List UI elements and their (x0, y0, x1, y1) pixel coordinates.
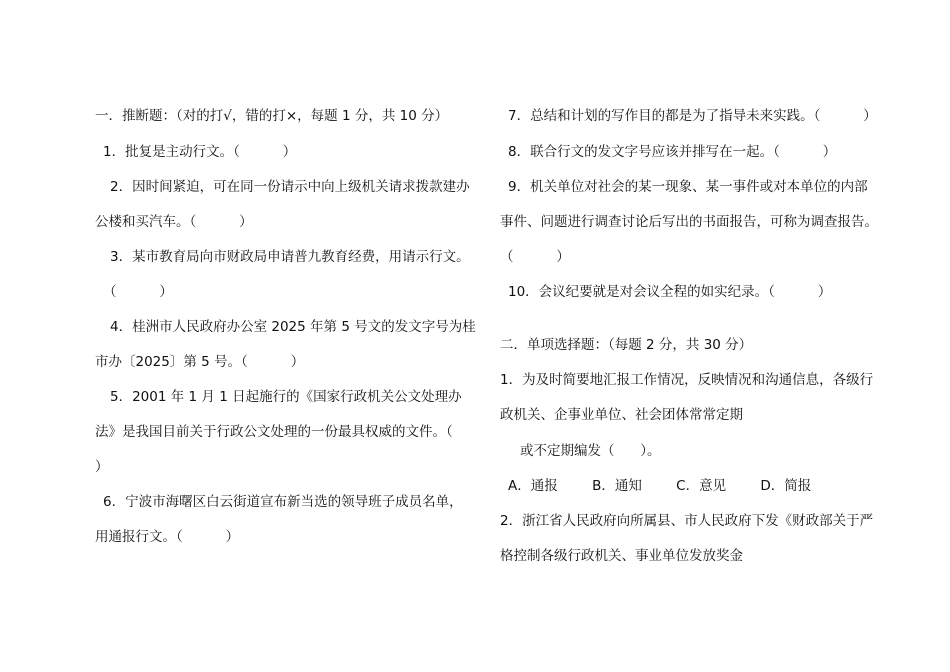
question-5-line-3: ） (95, 459, 109, 475)
question-6-line-2: 用通报行文。（ ） (95, 529, 240, 545)
question-5-line-2: 法》是我国目前关于行政公文处理的一份最具权威的文件。（ (95, 424, 453, 440)
question-1: 1．批复是主动行文。（ ） (103, 144, 297, 160)
choice-question-1-line-3: 或不定期编发（ ）。 (520, 443, 661, 459)
question-2-line-2: 公楼和买汽车。（ ） (95, 214, 253, 230)
question-9-line-2: 事件、问题进行调查讨论后写出的书面报告，可称为调查报告。 (500, 214, 878, 230)
question-8: 8．联合行文的发文字号应该并排写在一起。（ ） (508, 144, 837, 160)
section2-heading: 二．单项选择题：（每题 2 分，共 30 分） (500, 337, 753, 353)
question-4-line-1: 4．桂洲市人民政府办公室 2025 年第 5 号文的发文字号为桂 (110, 319, 476, 335)
choice-question-2-line-2: 格控制各级行政机关、事业单位发放奖金 (500, 548, 743, 564)
choice-question-2-line-1: 2．浙江省人民政府向所属县、市人民政府下发《财政部关于严 (500, 513, 874, 529)
choice-question-1-options: A．通报 B．通知 C．意见 D．简报 (508, 478, 812, 494)
question-4-line-2: 市办〔2025〕第 5 号。（ ） (95, 354, 305, 370)
question-7: 7．总结和计划的写作目的都是为了指导未来实践。（ ） (508, 108, 877, 124)
choice-question-1-line-2: 政机关、企事业单位、社会团体常常定期 (500, 407, 743, 423)
question-6-line-1: 6．宁波市海曙区白云街道宣布新当选的领导班子成员名单， (103, 494, 463, 510)
question-5-line-1: 5．2001 年 1 月 1 日起施行的《国家行政机关公文处理办 (110, 389, 462, 405)
question-9-line-1: 9．机关单位对社会的某一现象、某一事件或对本单位的内部 (508, 179, 868, 195)
choice-question-1-line-1: 1．为及时简要地汇报工作情况，反映情况和沟通信息，各级行 (500, 372, 874, 388)
question-3-line-1: 3．某市教育局向市财政局申请普九教育经费，用请示行文。 (110, 249, 470, 265)
section1-heading: 一．推断题：（对的打√，错的打×，每题 1 分，共 10 分） (95, 108, 449, 124)
question-2-line-1: 2．因时间紧迫，可在同一份请示中向上级机关请求拨款建办 (110, 179, 470, 195)
question-10: 10．会议纪要就是对会议全程的如实纪录。（ ） (508, 284, 832, 300)
question-3-line-2: （ ） (103, 284, 173, 300)
question-9-line-3: （ ） (500, 249, 570, 265)
